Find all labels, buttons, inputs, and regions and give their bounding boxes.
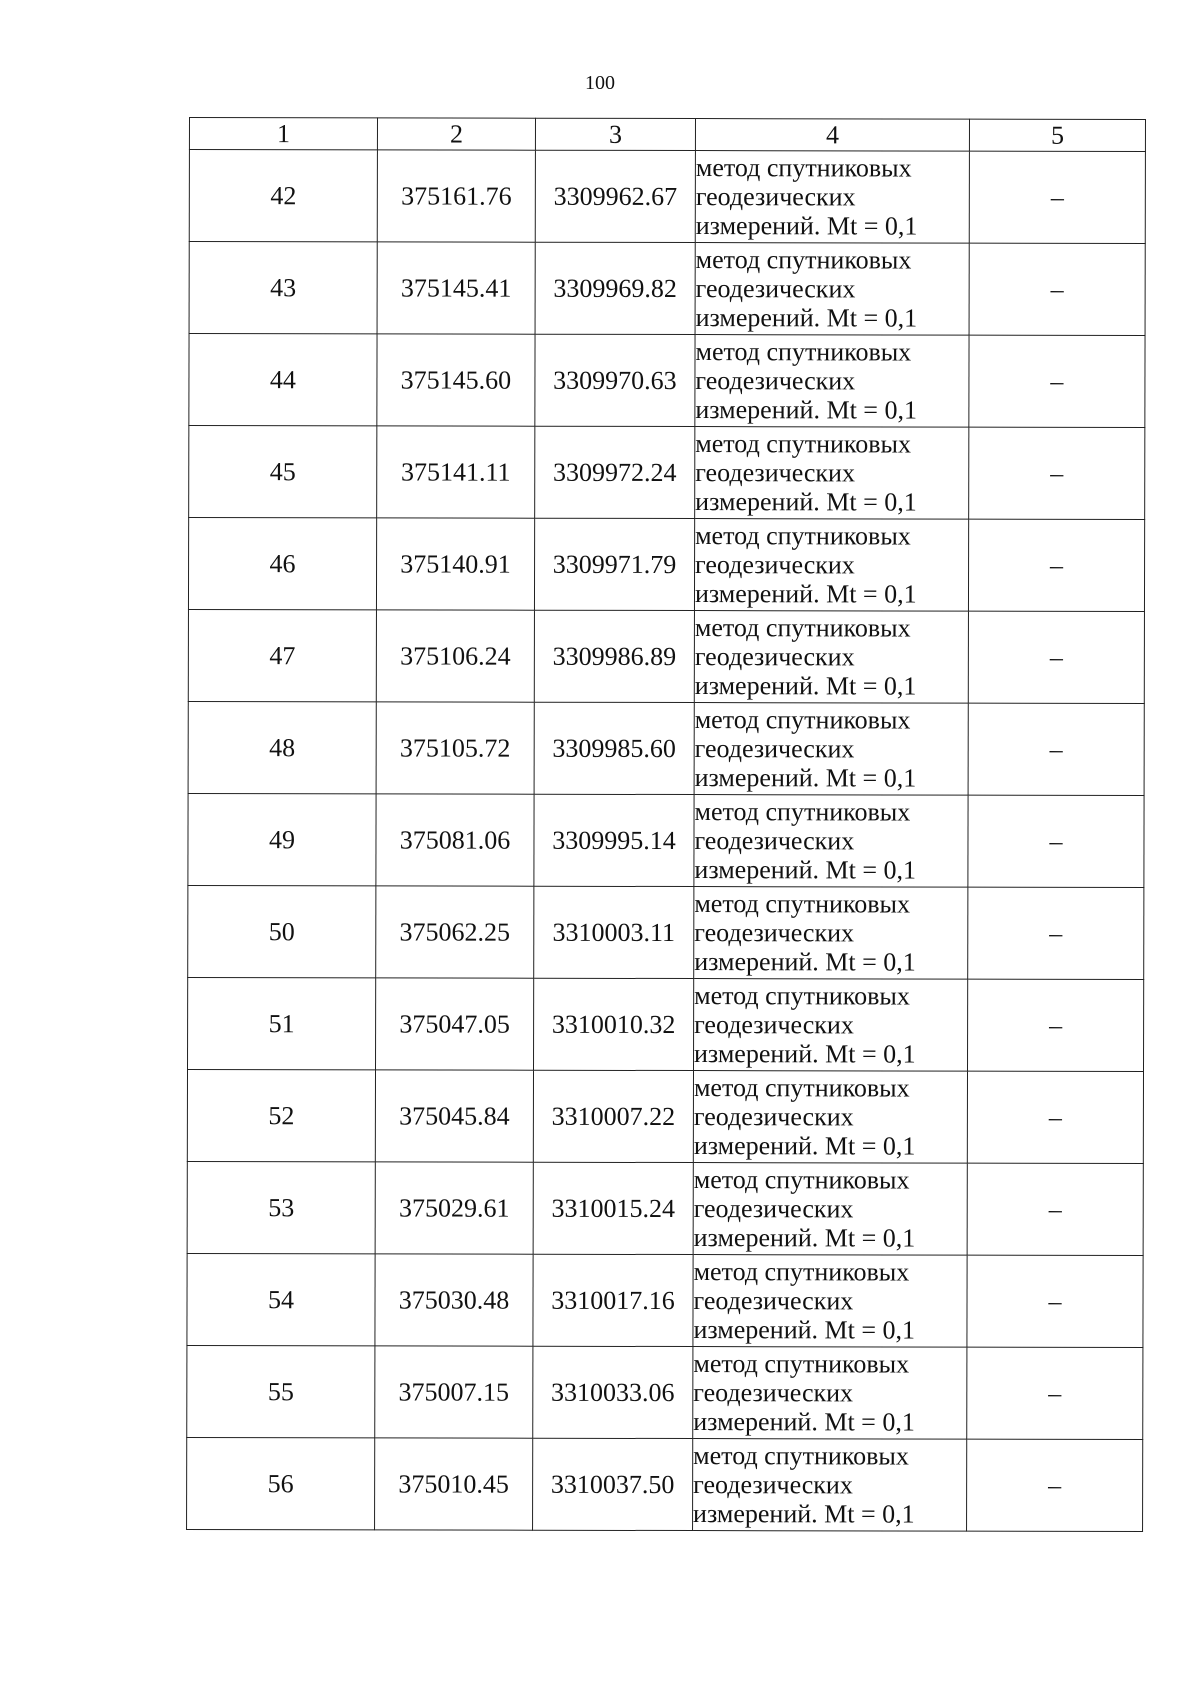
method-line: метод спутниковых: [693, 1257, 910, 1287]
method-line: измерений. Mt = 0,1: [693, 1315, 916, 1345]
table-row: [187, 1069, 1143, 1163]
page-number: 100: [585, 72, 615, 94]
table-row: [188, 701, 1144, 795]
method-line: геодезических: [694, 734, 855, 764]
x-coordinate-cell: 375105.72: [376, 702, 534, 794]
method-line: измерений. Mt = 0,1: [695, 395, 918, 425]
coordinates-table: [186, 117, 1146, 1532]
x-coordinate-cell: 375145.60: [377, 334, 535, 426]
method-line: измерений. Mt = 0,1: [693, 1131, 916, 1161]
method-cell: [694, 611, 968, 704]
method-line: геодезических: [694, 1010, 854, 1040]
method-cell: [695, 243, 969, 336]
x-coordinate-cell: 375029.61: [375, 1162, 533, 1254]
method-line: измерений. Mt = 0,1: [694, 671, 917, 701]
x-coordinate-cell: 375030.48: [375, 1254, 533, 1346]
table-row: [188, 977, 1144, 1071]
note-cell: –: [967, 1439, 1143, 1531]
table-row: [188, 793, 1144, 887]
table-row: [189, 334, 1145, 428]
x-coordinate-cell: 375045.84: [375, 1070, 533, 1162]
note-cell: –: [967, 1347, 1143, 1439]
method-cell: [695, 427, 969, 520]
x-coordinate-cell: 375140.91: [376, 518, 534, 610]
method-line: измерений. Mt = 0,1: [693, 1407, 915, 1437]
table-row: [188, 609, 1144, 703]
column-header-2: 2: [377, 118, 535, 150]
note-cell: –: [968, 887, 1144, 979]
point-number-cell: 43: [189, 242, 377, 334]
method-line: метод спутниковых: [694, 613, 911, 643]
table-body: [187, 150, 1146, 1532]
table-row: [187, 1161, 1143, 1255]
x-coordinate-cell: 375010.45: [375, 1438, 533, 1530]
method-line: измерений. Mt = 0,1: [695, 487, 917, 517]
column-header-5: 5: [969, 119, 1145, 151]
table-row: [189, 150, 1145, 244]
method-line: метод спутниковых: [693, 1165, 910, 1195]
method-line: геодезических: [695, 274, 856, 304]
method-line: измерений. Mt = 0,1: [694, 855, 917, 885]
method-line: геодезических: [693, 1470, 853, 1500]
point-number-cell: 55: [187, 1345, 375, 1437]
method-cell: [694, 519, 968, 612]
method-line: измерений. Mt = 0,1: [694, 763, 917, 793]
method-line: измерений. Mt = 0,1: [693, 1223, 916, 1253]
method-cell: [694, 979, 968, 1072]
x-coordinate-cell: 375047.05: [376, 978, 534, 1070]
y-coordinate-cell: 3309970.63: [535, 334, 695, 426]
method-line: измерений. Mt = 0,1: [695, 211, 918, 241]
y-coordinate-cell: 3310033.06: [533, 1346, 693, 1438]
method-line: метод спутниковых: [695, 521, 911, 551]
y-coordinate-cell: 3309995.14: [534, 794, 694, 886]
method-line: метод спутниковых: [695, 153, 912, 183]
note-cell: –: [967, 1163, 1143, 1255]
table-row: [189, 242, 1145, 336]
note-cell: –: [968, 611, 1144, 703]
method-cell: [693, 1439, 967, 1532]
method-cell: [694, 887, 968, 980]
method-line: метод спутниковых: [695, 245, 912, 275]
point-number-cell: 56: [187, 1437, 375, 1529]
method-line: метод спутниковых: [695, 337, 912, 367]
method-line: геодезических: [695, 366, 856, 396]
y-coordinate-cell: 3309969.82: [535, 242, 695, 334]
note-cell: –: [969, 151, 1145, 243]
point-number-cell: 50: [188, 885, 376, 977]
method-line: геодезических: [693, 1378, 854, 1408]
column-header-4: 4: [695, 119, 969, 152]
table-row: [187, 1437, 1143, 1531]
point-number-cell: 53: [187, 1161, 375, 1253]
table-row: [189, 426, 1145, 520]
method-line: измерений. Mt = 0,1: [693, 1499, 915, 1529]
x-coordinate-cell: 375145.41: [377, 242, 535, 334]
note-cell: –: [967, 1071, 1143, 1163]
method-line: геодезических: [694, 642, 855, 672]
y-coordinate-cell: 3309972.24: [535, 426, 695, 518]
method-line: измерений. Mt = 0,1: [694, 579, 917, 609]
method-line: геодезических: [695, 550, 855, 580]
method-line: метод спутниковых: [695, 429, 912, 459]
point-number-cell: 45: [189, 426, 377, 518]
method-line: метод спутниковых: [693, 1073, 910, 1103]
method-line: метод спутниковых: [694, 705, 911, 735]
point-number-cell: 42: [189, 150, 377, 242]
x-coordinate-cell: 375007.15: [375, 1346, 533, 1438]
x-coordinate-cell: 375141.11: [377, 426, 535, 518]
point-number-cell: 46: [188, 518, 376, 610]
x-coordinate-cell: 375106.24: [376, 610, 534, 702]
y-coordinate-cell: 3310037.50: [533, 1438, 693, 1530]
y-coordinate-cell: 3309986.89: [534, 610, 694, 702]
method-line: измерений. Mt = 0,1: [695, 303, 918, 333]
point-number-cell: 49: [188, 793, 376, 885]
method-line: геодезических: [694, 826, 855, 856]
method-line: метод спутниковых: [694, 889, 911, 919]
method-cell: [694, 703, 968, 796]
method-cell: [695, 335, 969, 428]
method-line: метод спутниковых: [693, 1349, 910, 1379]
y-coordinate-cell: 3309971.79: [534, 518, 694, 610]
table-row: [188, 885, 1144, 979]
method-line: измерений. Mt = 0,1: [694, 947, 916, 977]
y-coordinate-cell: 3309985.60: [534, 702, 694, 794]
point-number-cell: 48: [188, 701, 376, 793]
note-cell: –: [968, 703, 1144, 795]
point-number-cell: 51: [188, 977, 376, 1069]
x-coordinate-cell: 375081.06: [376, 794, 534, 886]
method-cell: [693, 1347, 967, 1440]
method-line: геодезических: [695, 182, 856, 212]
method-line: метод спутниковых: [693, 1441, 909, 1471]
point-number-cell: 52: [187, 1069, 375, 1161]
method-cell: [693, 1163, 967, 1256]
method-line: измерений. Mt = 0,1: [694, 1039, 916, 1069]
method-line: геодезических: [693, 1286, 854, 1316]
x-coordinate-cell: 375062.25: [376, 886, 534, 978]
method-line: метод спутниковых: [694, 797, 911, 827]
method-line: геодезических: [695, 458, 856, 488]
note-cell: –: [969, 243, 1145, 335]
x-coordinate-cell: 375161.76: [377, 150, 535, 242]
method-cell: [694, 795, 968, 888]
table-row: [188, 518, 1144, 612]
point-number-cell: 47: [188, 609, 376, 701]
method-cell: [695, 151, 969, 244]
note-cell: –: [967, 1255, 1143, 1347]
column-header-1: 1: [189, 118, 377, 150]
note-cell: –: [969, 427, 1145, 519]
point-number-cell: 44: [189, 334, 377, 426]
method-line: геодезических: [693, 1102, 854, 1132]
method-cell: [693, 1255, 967, 1348]
method-line: геодезических: [693, 1194, 854, 1224]
method-line: метод спутниковых: [694, 981, 910, 1011]
point-number-cell: 54: [187, 1253, 375, 1345]
y-coordinate-cell: 3310003.11: [534, 886, 694, 978]
note-cell: –: [968, 979, 1144, 1071]
table-row: [187, 1253, 1143, 1347]
table-row: [187, 1345, 1143, 1439]
table-header: [189, 118, 1145, 152]
y-coordinate-cell: 3309962.67: [535, 150, 695, 242]
y-coordinate-cell: 3310007.22: [533, 1070, 693, 1162]
y-coordinate-cell: 3310017.16: [533, 1254, 693, 1346]
method-line: геодезических: [694, 918, 855, 948]
method-cell: [693, 1071, 967, 1164]
y-coordinate-cell: 3310010.32: [534, 978, 694, 1070]
note-cell: –: [969, 335, 1145, 427]
y-coordinate-cell: 3310015.24: [533, 1162, 693, 1254]
column-header-3: 3: [535, 118, 695, 150]
header-row: [189, 118, 1145, 152]
note-cell: –: [968, 795, 1144, 887]
note-cell: –: [968, 519, 1144, 611]
